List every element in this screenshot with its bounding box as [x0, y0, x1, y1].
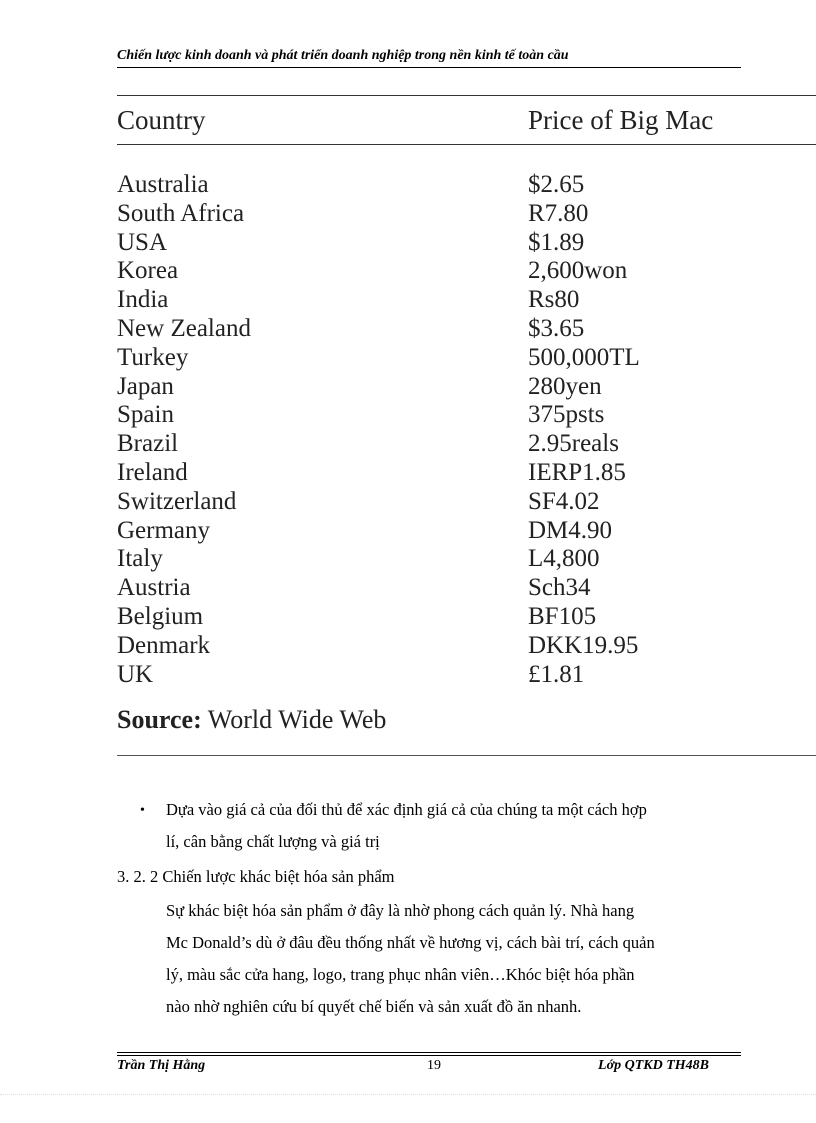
bullet-line-1: Dựa vào giá cả của đối thủ để xác định giá cả của chúng ta một cách hợp — [166, 800, 647, 819]
country-cell: Switzerland — [117, 487, 237, 515]
country-cell: Australia — [117, 171, 209, 198]
column-header-price: Price of Big Mac — [528, 105, 714, 135]
price-cell: £1.81 — [528, 660, 585, 688]
table-row — [117, 372, 816, 406]
table-row — [117, 545, 816, 578]
country-cell: Ireland — [117, 458, 188, 486]
table-row — [117, 516, 816, 550]
price-cell: IERP1.85 — [528, 458, 626, 486]
table-row — [117, 343, 816, 377]
price-cell: SF4.02 — [528, 487, 600, 515]
price-cell: 2.95reals — [528, 430, 619, 458]
price-cell: DM4.90 — [528, 516, 613, 544]
table-row — [117, 257, 816, 290]
table-row — [117, 430, 816, 463]
page-number: 19 — [427, 1058, 441, 1073]
country-cell: Austria — [117, 574, 191, 602]
country-cell: India — [117, 286, 169, 314]
bullet-line-2: lí, cân bằng chất lượng và giá trị — [166, 832, 380, 851]
paragraph-line-4: nào nhờ nghiên cứu bí quyết chế biến và sản xuất đồ ăn nhanh. — [166, 997, 582, 1016]
country-cell: Turkey — [117, 343, 189, 371]
source-text: World Wide Web — [207, 705, 387, 735]
table-row — [117, 602, 816, 636]
column-header-country: Country — [117, 105, 206, 135]
running-header: Chiến lược kinh doanh và phát triển doanh nghiệp trong nền kinh tế toàn cầu — [117, 48, 741, 68]
source-label: Source: — [117, 705, 202, 735]
price-cell: $1.89 — [528, 228, 585, 256]
price-cell: 280yen — [528, 372, 602, 400]
big-mac-price-table — [117, 95, 816, 756]
price-cell: DKK19.95 — [528, 631, 639, 659]
footer-class: Lớp QTKD TH48B — [598, 1058, 709, 1073]
country-cell: Italy — [117, 545, 163, 573]
page-footer — [117, 1058, 741, 1078]
country-cell: UK — [117, 660, 154, 688]
table-row — [117, 487, 816, 521]
table-row — [117, 631, 816, 665]
price-cell: R7.80 — [528, 199, 589, 227]
price-cell: 375psts — [528, 401, 605, 429]
price-cell: $3.65 — [528, 314, 585, 342]
table-source — [117, 705, 816, 755]
country-cell: Germany — [117, 516, 211, 544]
country-cell: Belgium — [117, 602, 204, 630]
country-cell: Spain — [117, 401, 174, 429]
table-row — [117, 401, 816, 434]
price-cell: Rs80 — [528, 286, 580, 314]
page-bottom-divider — [0, 1094, 816, 1095]
footer-rule-1 — [117, 1052, 741, 1053]
table-row — [117, 574, 816, 607]
price-cell: $2.65 — [528, 171, 585, 198]
price-cell: BF105 — [528, 602, 597, 630]
price-cell: 2,600won — [528, 257, 628, 285]
price-cell: 500,000TL — [528, 343, 640, 371]
table-header-row — [117, 96, 816, 144]
country-cell: Japan — [117, 372, 174, 400]
section-heading: 3. 2. 2 Chiến lược khác biệt hóa sản phẩm — [117, 867, 395, 886]
footer-rule-2 — [117, 1055, 741, 1056]
country-cell: South Africa — [117, 199, 245, 227]
table-bottom-rule — [117, 755, 816, 756]
paragraph-line-3: lý, màu sắc cửa hang, logo, trang phục nhân viên…Khóc biệt hóa phần — [166, 965, 635, 984]
paragraph-line-2: Mc Donald’s dù ở đâu đều thống nhất về hương vị, cách bài trí, cách quản — [166, 933, 655, 952]
country-cell: Korea — [117, 257, 179, 285]
footer-author: Trần Thị Hằng — [117, 1058, 206, 1073]
country-cell: Brazil — [117, 430, 179, 458]
paragraph-line-1: Sự khác biệt hóa sản phẩm ở đây là nhờ phong cách quản lý. Nhà hang — [166, 901, 635, 920]
country-cell: USA — [117, 228, 168, 256]
table-row — [117, 314, 816, 348]
country-cell: New Zealand — [117, 314, 251, 342]
table-body — [117, 145, 816, 693]
price-cell: L4,800 — [528, 545, 600, 573]
bullet-icon: • — [140, 803, 145, 818]
table-row — [117, 199, 816, 233]
country-cell: Denmark — [117, 631, 211, 659]
price-cell: Sch34 — [528, 574, 591, 602]
table-row — [117, 228, 816, 262]
table-row — [117, 660, 816, 694]
